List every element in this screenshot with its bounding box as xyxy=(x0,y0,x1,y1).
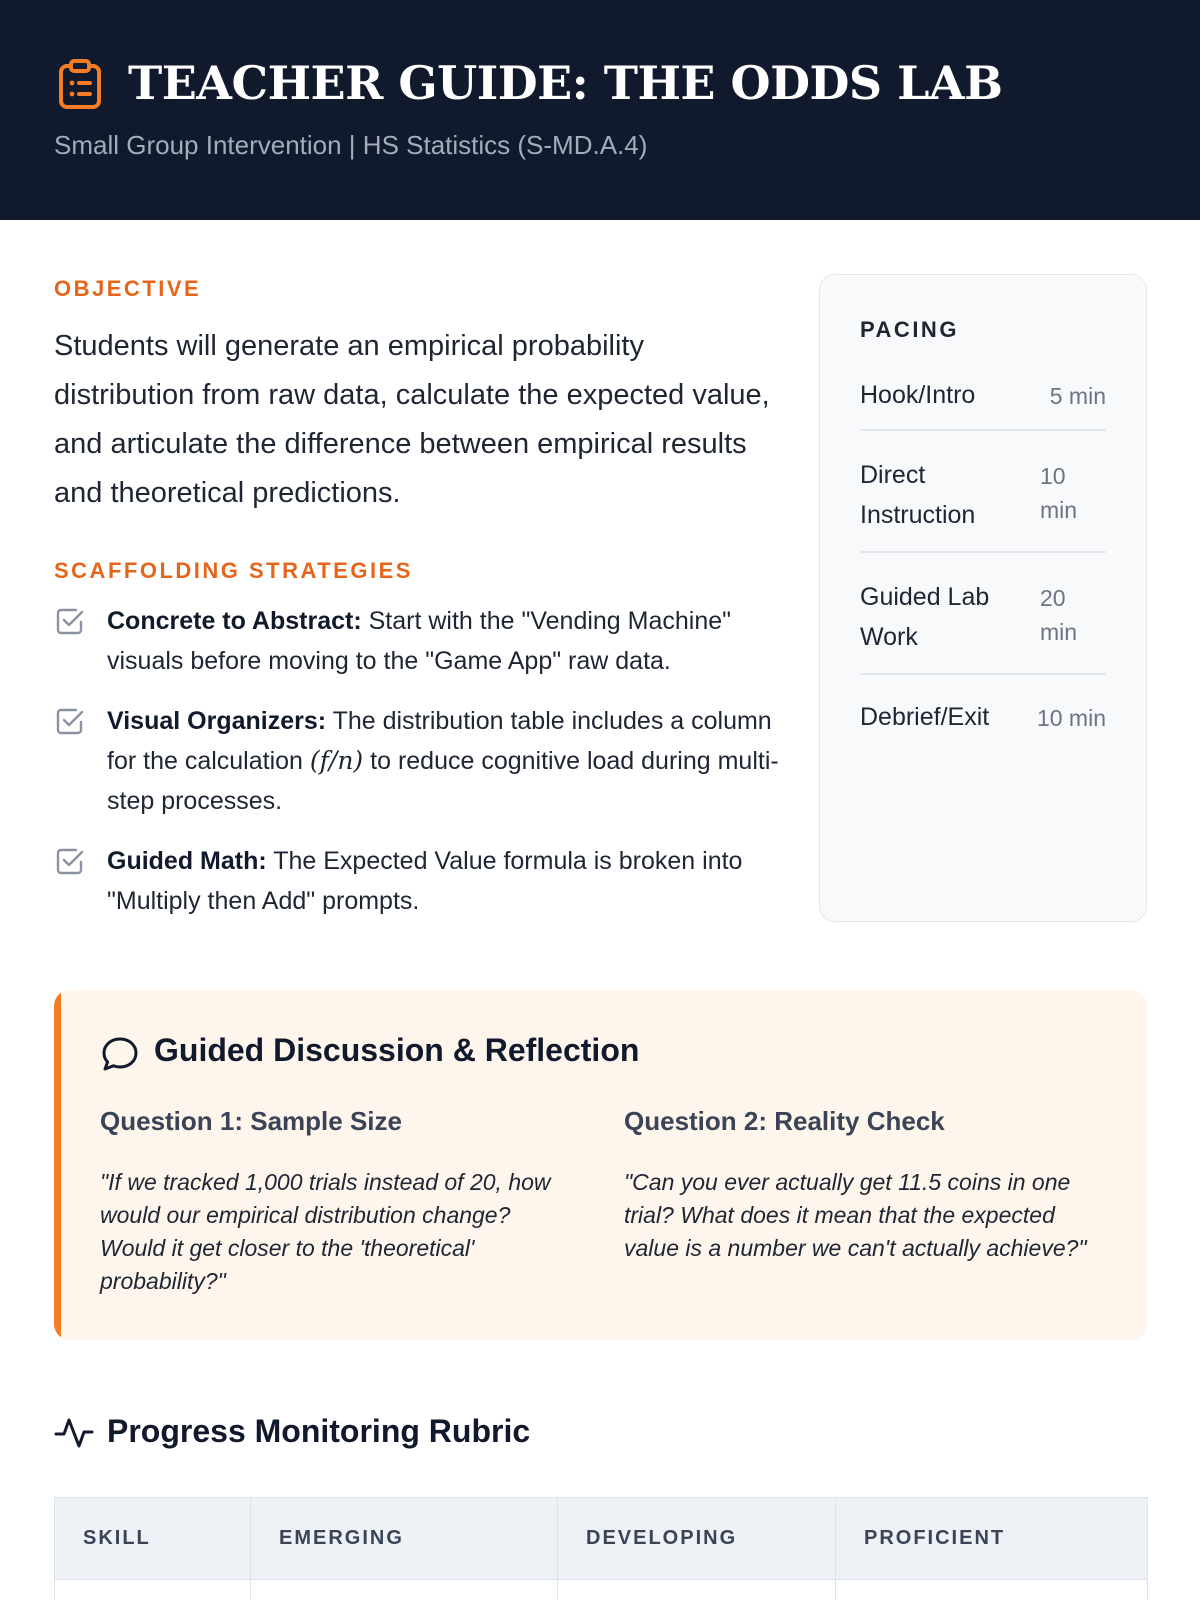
question-text: "Can you ever actually get 11.5 coins in one trial? What does it mean that the expected value is a number we can't actually achieve?" xyxy=(624,1169,1087,1261)
page-subtitle: Small Group Intervention | HS Statistics (S-MD.A.4) xyxy=(54,130,648,160)
strategy-title: Guided Math: xyxy=(107,847,267,875)
column-header-developing: DEVELOPING xyxy=(558,1498,836,1580)
strategy-item xyxy=(54,601,784,681)
question-text: "If we tracked 1,000 trials instead of 20, how would our empirical distribution change? Would it get closer to the 'theoretical' probability?" xyxy=(100,1169,551,1294)
activity-pulse-icon xyxy=(54,1412,94,1452)
page-title: TEACHER GUIDE: THE ODDS LAB xyxy=(128,56,1003,110)
strategy-title: Visual Organizers: xyxy=(107,707,327,735)
strategy-description: The Expected Value formula is broken into "Multiply then Add" prompts. xyxy=(107,847,743,915)
discussion-panel xyxy=(54,990,1147,1340)
strategy-description: Start with the "Vending Machine" visuals before moving to the "Game App" raw data. xyxy=(107,607,732,675)
divider xyxy=(860,673,1106,675)
table-header-row xyxy=(55,1498,1148,1580)
clipboard-list-icon xyxy=(56,58,104,110)
pacing-duration: 10 min xyxy=(1040,463,1078,523)
discussion-title: Guided Discussion & Reflection xyxy=(154,1032,640,1068)
page-header xyxy=(0,0,1200,220)
divider xyxy=(860,551,1106,553)
strategy-description: The distribution table includes a column for the calculation xyxy=(107,707,772,775)
strategy-description-cont: to reduce cognitive load during multi-step processes. xyxy=(107,747,779,815)
formula-f-over-n: (f/n) xyxy=(309,746,364,775)
divider xyxy=(860,429,1106,431)
pacing-activity: Hook/Intro xyxy=(860,381,976,409)
pacing-card xyxy=(819,274,1147,922)
pacing-activity: Direct Instruction xyxy=(860,461,976,529)
scaffolding-heading: SCAFFOLDING STRATEGIES xyxy=(54,558,413,583)
chat-bubble-icon xyxy=(100,1034,140,1074)
pacing-duration: 5 min xyxy=(1049,383,1106,409)
question-title: Question 1: Sample Size xyxy=(100,1106,402,1136)
objective-text: Students will generate an empirical probability distribution from raw data, calculate the expected value, and articulate the difference between empirical results and theoretical predictions. xyxy=(54,330,770,509)
column-header-proficient: PROFICIENT xyxy=(836,1498,1148,1580)
rubric-title: Progress Monitoring Rubric xyxy=(107,1413,531,1449)
checkbox-checked-icon xyxy=(54,845,86,877)
table-cell xyxy=(836,1580,1148,1600)
pacing-heading: PACING xyxy=(860,317,959,342)
rubric-table xyxy=(54,1497,1148,1600)
table-row xyxy=(55,1580,1148,1600)
strategy-item xyxy=(54,701,784,821)
checkbox-checked-icon xyxy=(54,605,86,637)
table-cell xyxy=(55,1580,251,1600)
objective-heading: OBJECTIVE xyxy=(54,276,202,301)
column-header-skill: SKILL xyxy=(55,1498,251,1580)
question-title: Question 2: Reality Check xyxy=(624,1106,945,1136)
checkbox-checked-icon xyxy=(54,705,86,737)
table-cell xyxy=(558,1580,836,1600)
strategy-title: Concrete to Abstract: xyxy=(107,607,362,635)
column-header-emerging: EMERGING xyxy=(251,1498,558,1580)
pacing-activity: Debrief/Exit xyxy=(860,703,990,731)
accent-bar xyxy=(54,990,61,1340)
table-cell xyxy=(251,1580,558,1600)
pacing-duration: 10 min xyxy=(1036,705,1106,731)
pacing-duration: 20 min xyxy=(1040,585,1078,645)
pacing-activity: Guided Lab Work xyxy=(860,583,990,651)
strategy-item xyxy=(54,841,784,921)
